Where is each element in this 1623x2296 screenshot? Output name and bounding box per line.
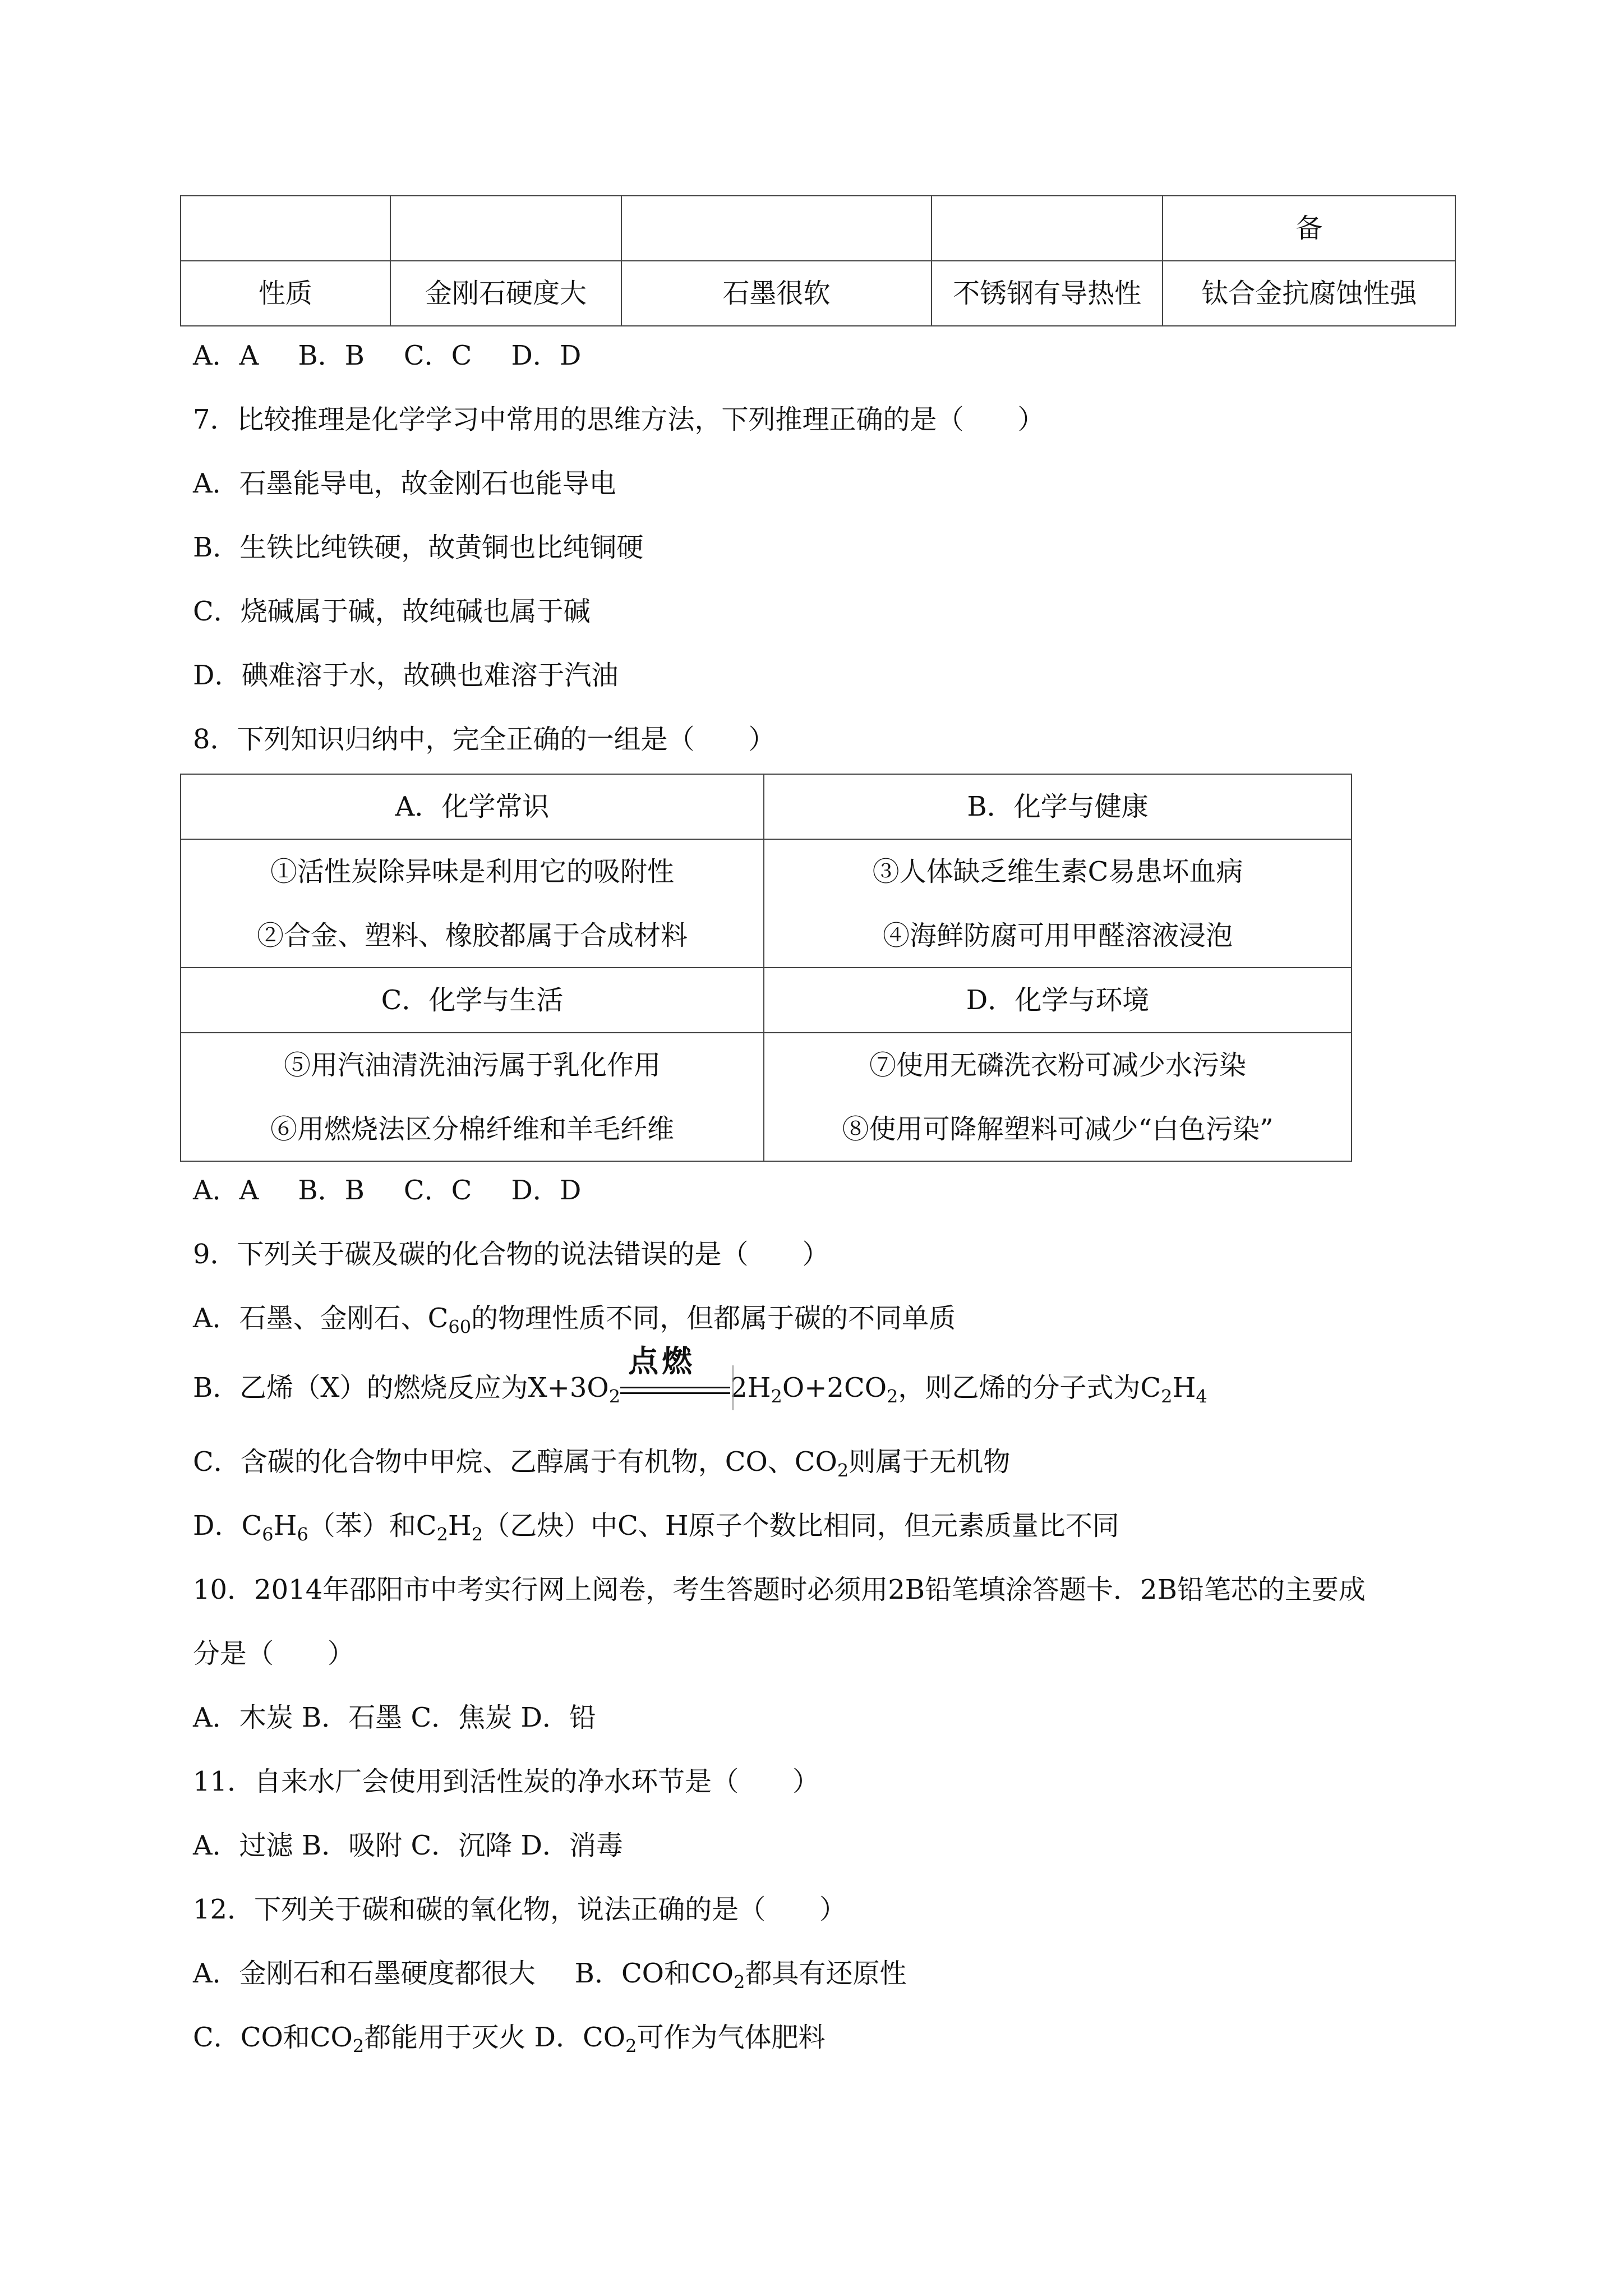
- table-cell: 钛合金抗腐蚀性强: [1163, 261, 1455, 326]
- cell-line: ⑥用燃烧法区分棉纤维和羊毛纤维: [270, 1113, 674, 1145]
- text: 则属于无机物: [849, 1446, 1011, 1478]
- q9-stem: 9．下列关于碳及碳的化合物的说法错误的是（ ）: [193, 1239, 829, 1270]
- q9-option-c[interactable]: [193, 1445, 1010, 1488]
- option-a[interactable]: A．A: [193, 1175, 259, 1206]
- q7-option-b[interactable]: B．生铁比纯铁硬，故黄铜也比纯铜硬: [193, 532, 644, 563]
- q12-option-a[interactable]: A．金刚石和石墨硬度都很大: [193, 1958, 536, 1989]
- text: B．CO和CO: [574, 1958, 734, 1989]
- q6-options: [193, 339, 581, 372]
- q12-option-b[interactable]: [574, 1958, 907, 1993]
- table-cell: 不锈钢有导热性: [932, 261, 1163, 326]
- text: 可作为气体肥料: [637, 2022, 826, 2053]
- option-c[interactable]: C．C: [403, 1175, 472, 1206]
- cell-line: ⑤用汽油清洗油污属于乳化作用: [283, 1049, 661, 1081]
- table-cell: [764, 839, 1352, 968]
- table-cell: [621, 196, 932, 261]
- table-cell: 备: [1163, 196, 1455, 261]
- text: C．CO和CO: [193, 2022, 353, 2053]
- text: C．含碳的化合物中甲烷、乙醇属于有机物，CO、CO: [193, 1446, 837, 1478]
- table-row: [181, 261, 1455, 326]
- subscript: 2: [887, 1386, 898, 1407]
- option-a[interactable]: A．A: [193, 340, 259, 371]
- subscript: 4: [1196, 1386, 1207, 1407]
- subscript: 2: [1161, 1386, 1173, 1407]
- option-b[interactable]: B．B: [298, 340, 365, 371]
- q9-option-b[interactable]: [193, 1342, 1207, 1414]
- subscript: 2: [625, 2035, 637, 2057]
- option-d[interactable]: D．D: [511, 1175, 582, 1206]
- table-cell: [390, 196, 622, 261]
- option-c[interactable]: C．C: [403, 340, 472, 371]
- table-cell: C．化学与生活: [181, 968, 764, 1033]
- text: （乙炔）中C、H原子个数比相同，但元素质量比不同: [483, 1510, 1119, 1542]
- q7-option-a[interactable]: A．石墨能导电，故金刚石也能导电: [193, 468, 616, 499]
- q11-stem: 11．自来水厂会使用到活性炭的净水环节是（ ）: [193, 1766, 820, 1797]
- text: 都能用于灭火 D．CO: [364, 2022, 626, 2053]
- text: H: [273, 1510, 297, 1542]
- subscript: 2: [471, 1524, 483, 1545]
- text: B．乙烯（X）的燃烧反应为X+3O: [193, 1372, 609, 1404]
- cell-line: ②合金、塑料、橡胶都属于合成材料: [256, 919, 688, 951]
- table-cell: [181, 1033, 764, 1161]
- cell-line: ⑦使用无磷洗衣粉可减少水污染: [869, 1049, 1246, 1081]
- cell-line: ①活性炭除异味是利用它的吸附性: [270, 855, 674, 887]
- q10-options[interactable]: A．木炭 B．石墨 C．焦炭 D．铅: [193, 1702, 596, 1733]
- table-cell: 性质: [181, 261, 390, 326]
- table-row: [181, 196, 1455, 261]
- subscript: 6: [297, 1524, 308, 1545]
- table-cell: B．化学与健康: [764, 774, 1352, 839]
- cell-line: ③人体缺乏维生素C易患坏血病: [872, 855, 1243, 887]
- subscript: 2: [608, 1386, 621, 1407]
- subscript: 2: [837, 1460, 849, 1481]
- q8-stem: 8．下列知识归纳中，完全正确的一组是（ ）: [193, 724, 776, 755]
- table-cell: [181, 839, 764, 968]
- table-row: [181, 839, 1352, 968]
- q9-option-a[interactable]: [193, 1301, 956, 1344]
- text: 2H: [730, 1372, 771, 1404]
- table-row: [181, 1033, 1352, 1161]
- properties-table: [180, 195, 1456, 326]
- text: H: [1172, 1372, 1196, 1404]
- q11-options[interactable]: A．过滤 B．吸附 C．沉降 D．消毒: [193, 1830, 623, 1861]
- text: H: [448, 1510, 472, 1542]
- text: O+2CO: [782, 1372, 887, 1404]
- reaction-arrow: [620, 1342, 730, 1407]
- subscript: 2: [352, 2035, 365, 2057]
- subscript: 6: [262, 1524, 274, 1545]
- reaction-condition: 点燃: [628, 1342, 696, 1379]
- q12-options-ab: [193, 1957, 906, 1999]
- knowledge-table: [180, 774, 1352, 1162]
- table-row: [181, 774, 1352, 839]
- q7-stem: 7．比较推理是化学学习中常用的思维方法，下列推理正确的是（ ）: [193, 404, 1045, 435]
- q7-option-c[interactable]: C．烧碱属于碱，故纯碱也属于碱: [193, 596, 591, 627]
- subscript: 60: [448, 1316, 472, 1338]
- text: 的物理性质不同，但都属于碳的不同单质: [471, 1303, 956, 1334]
- subscript: 2: [771, 1386, 782, 1407]
- table-cell: [932, 196, 1163, 261]
- subscript: 2: [734, 1971, 745, 1993]
- q10-stem-line1: 10．2014年邵阳市中考实行网上阅卷，考生答题时必须用2B铅笔填涂答题卡．2B铅笔芯的主要成: [193, 1574, 1366, 1605]
- text: （苯）和C: [308, 1510, 437, 1542]
- text: ，则乙烯的分子式为C: [898, 1372, 1161, 1404]
- q10-stem-line2: 分是（ ）: [193, 1638, 355, 1669]
- subscript: 2: [436, 1524, 448, 1545]
- q12-options-cd[interactable]: [193, 2021, 825, 2063]
- q7-option-d[interactable]: D．碘难溶于水，故碘也难溶于汽油: [193, 660, 619, 691]
- q8-options: [193, 1174, 581, 1207]
- option-b[interactable]: B．B: [298, 1175, 365, 1206]
- text: 都具有还原性: [745, 1958, 907, 1989]
- q9-option-d[interactable]: [193, 1509, 1119, 1552]
- cell-line: ⑧使用可降解塑料可减少“白色污染”: [842, 1113, 1274, 1145]
- table-cell: 石墨很软: [621, 261, 932, 326]
- table-cell: 金刚石硬度大: [390, 261, 622, 326]
- table-cell: [181, 196, 390, 261]
- table-row: [181, 968, 1352, 1033]
- table-cell: A．化学常识: [181, 774, 764, 839]
- cell-line: ④海鲜防腐可用甲醛溶液浸泡: [882, 919, 1233, 951]
- text: A．石墨、金刚石、C: [193, 1303, 449, 1334]
- table-cell: [764, 1033, 1352, 1161]
- table-cell: D．化学与环境: [764, 968, 1352, 1033]
- option-d[interactable]: D．D: [511, 340, 582, 371]
- q12-stem: 12．下列关于碳和碳的氧化物，说法正确的是（ ）: [193, 1894, 847, 1925]
- text: D．C: [193, 1510, 262, 1542]
